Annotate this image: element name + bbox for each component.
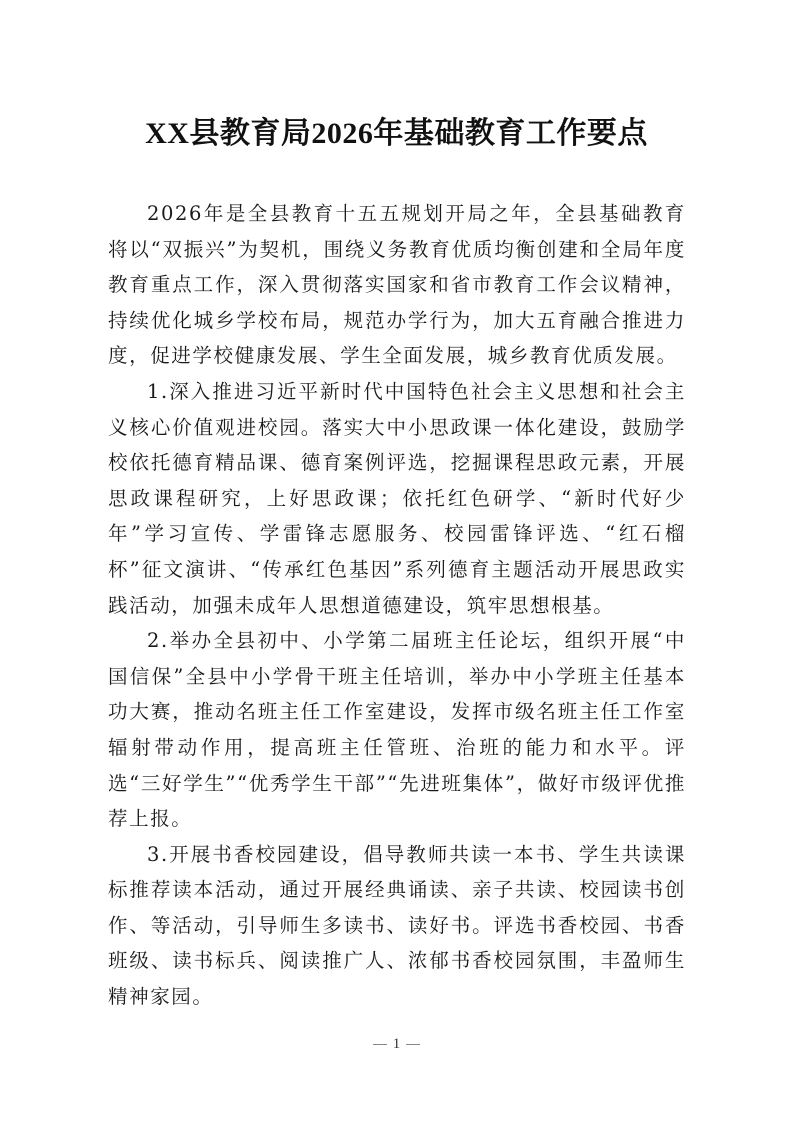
document-body [108, 196, 686, 1015]
footer-dash-right [406, 1044, 420, 1045]
paragraph-item-3: 3.开展书香校园建设，倡导教师共读一本书、学生共读课标推荐读本活动，通过开展经典诵读、亲子共读、校园读书创作、等活动，引导师生多读书、读好书。评选书香校园、书香班级、读书标兵、阅读推广人、浓郁书香校园氛围，丰盈师生精神家园。 [108, 842, 686, 1009]
page-number: 1 [392, 1036, 401, 1052]
intro-paragraph: 2026年是全县教育十五五规划开局之年，全县基础教育将以“双振兴”为契机，围绕义务教育优质均衡创建和全局年度教育重点工作，深入贯彻落实国家和省市教育工作会议精神，持续优化城乡学校布局，规范办学行为，加大五育融合推进力度，促进学校健康发展、学生全面发展，城乡教育优质发展。 [108, 202, 686, 368]
page-footer [0, 1036, 793, 1053]
footer-dash-left [373, 1044, 387, 1045]
document-title: XX县教育局2026年基础教育工作要点 [145, 117, 648, 150]
paragraph-item-1: 1.深入推进习近平新时代中国特色社会主义思想和社会主义核心价值观进校园。落实大中小思政课一体化建设，鼓励学校依托德育精品课、德育案例评选，挖掘课程思政元素，开展思政课程研究，上好思政课；依托红色研学、“新时代好少年”学习宣传、学雷锋志愿服务、校园雷锋评选、“红石榴杯”征文演讲、“传承红色基因”系列德育主题活动开展思政实践活动，加强未成年人思想道德建设，筑牢思想根基。 [108, 379, 686, 617]
paragraph-item-2: 2.举办全县初中、小学第二届班主任论坛，组织开展“中国信保”全县中小学骨干班主任培训，举办中小学班主任基本功大赛，推动名班主任工作室建设，发挥市级名班主任工作室辐射带动作用，提高班主任管班、治班的能力和水平。评选“三好学生”“优秀学生干部”“先进班集体”，做好市级评优推荐上报。 [108, 629, 686, 831]
